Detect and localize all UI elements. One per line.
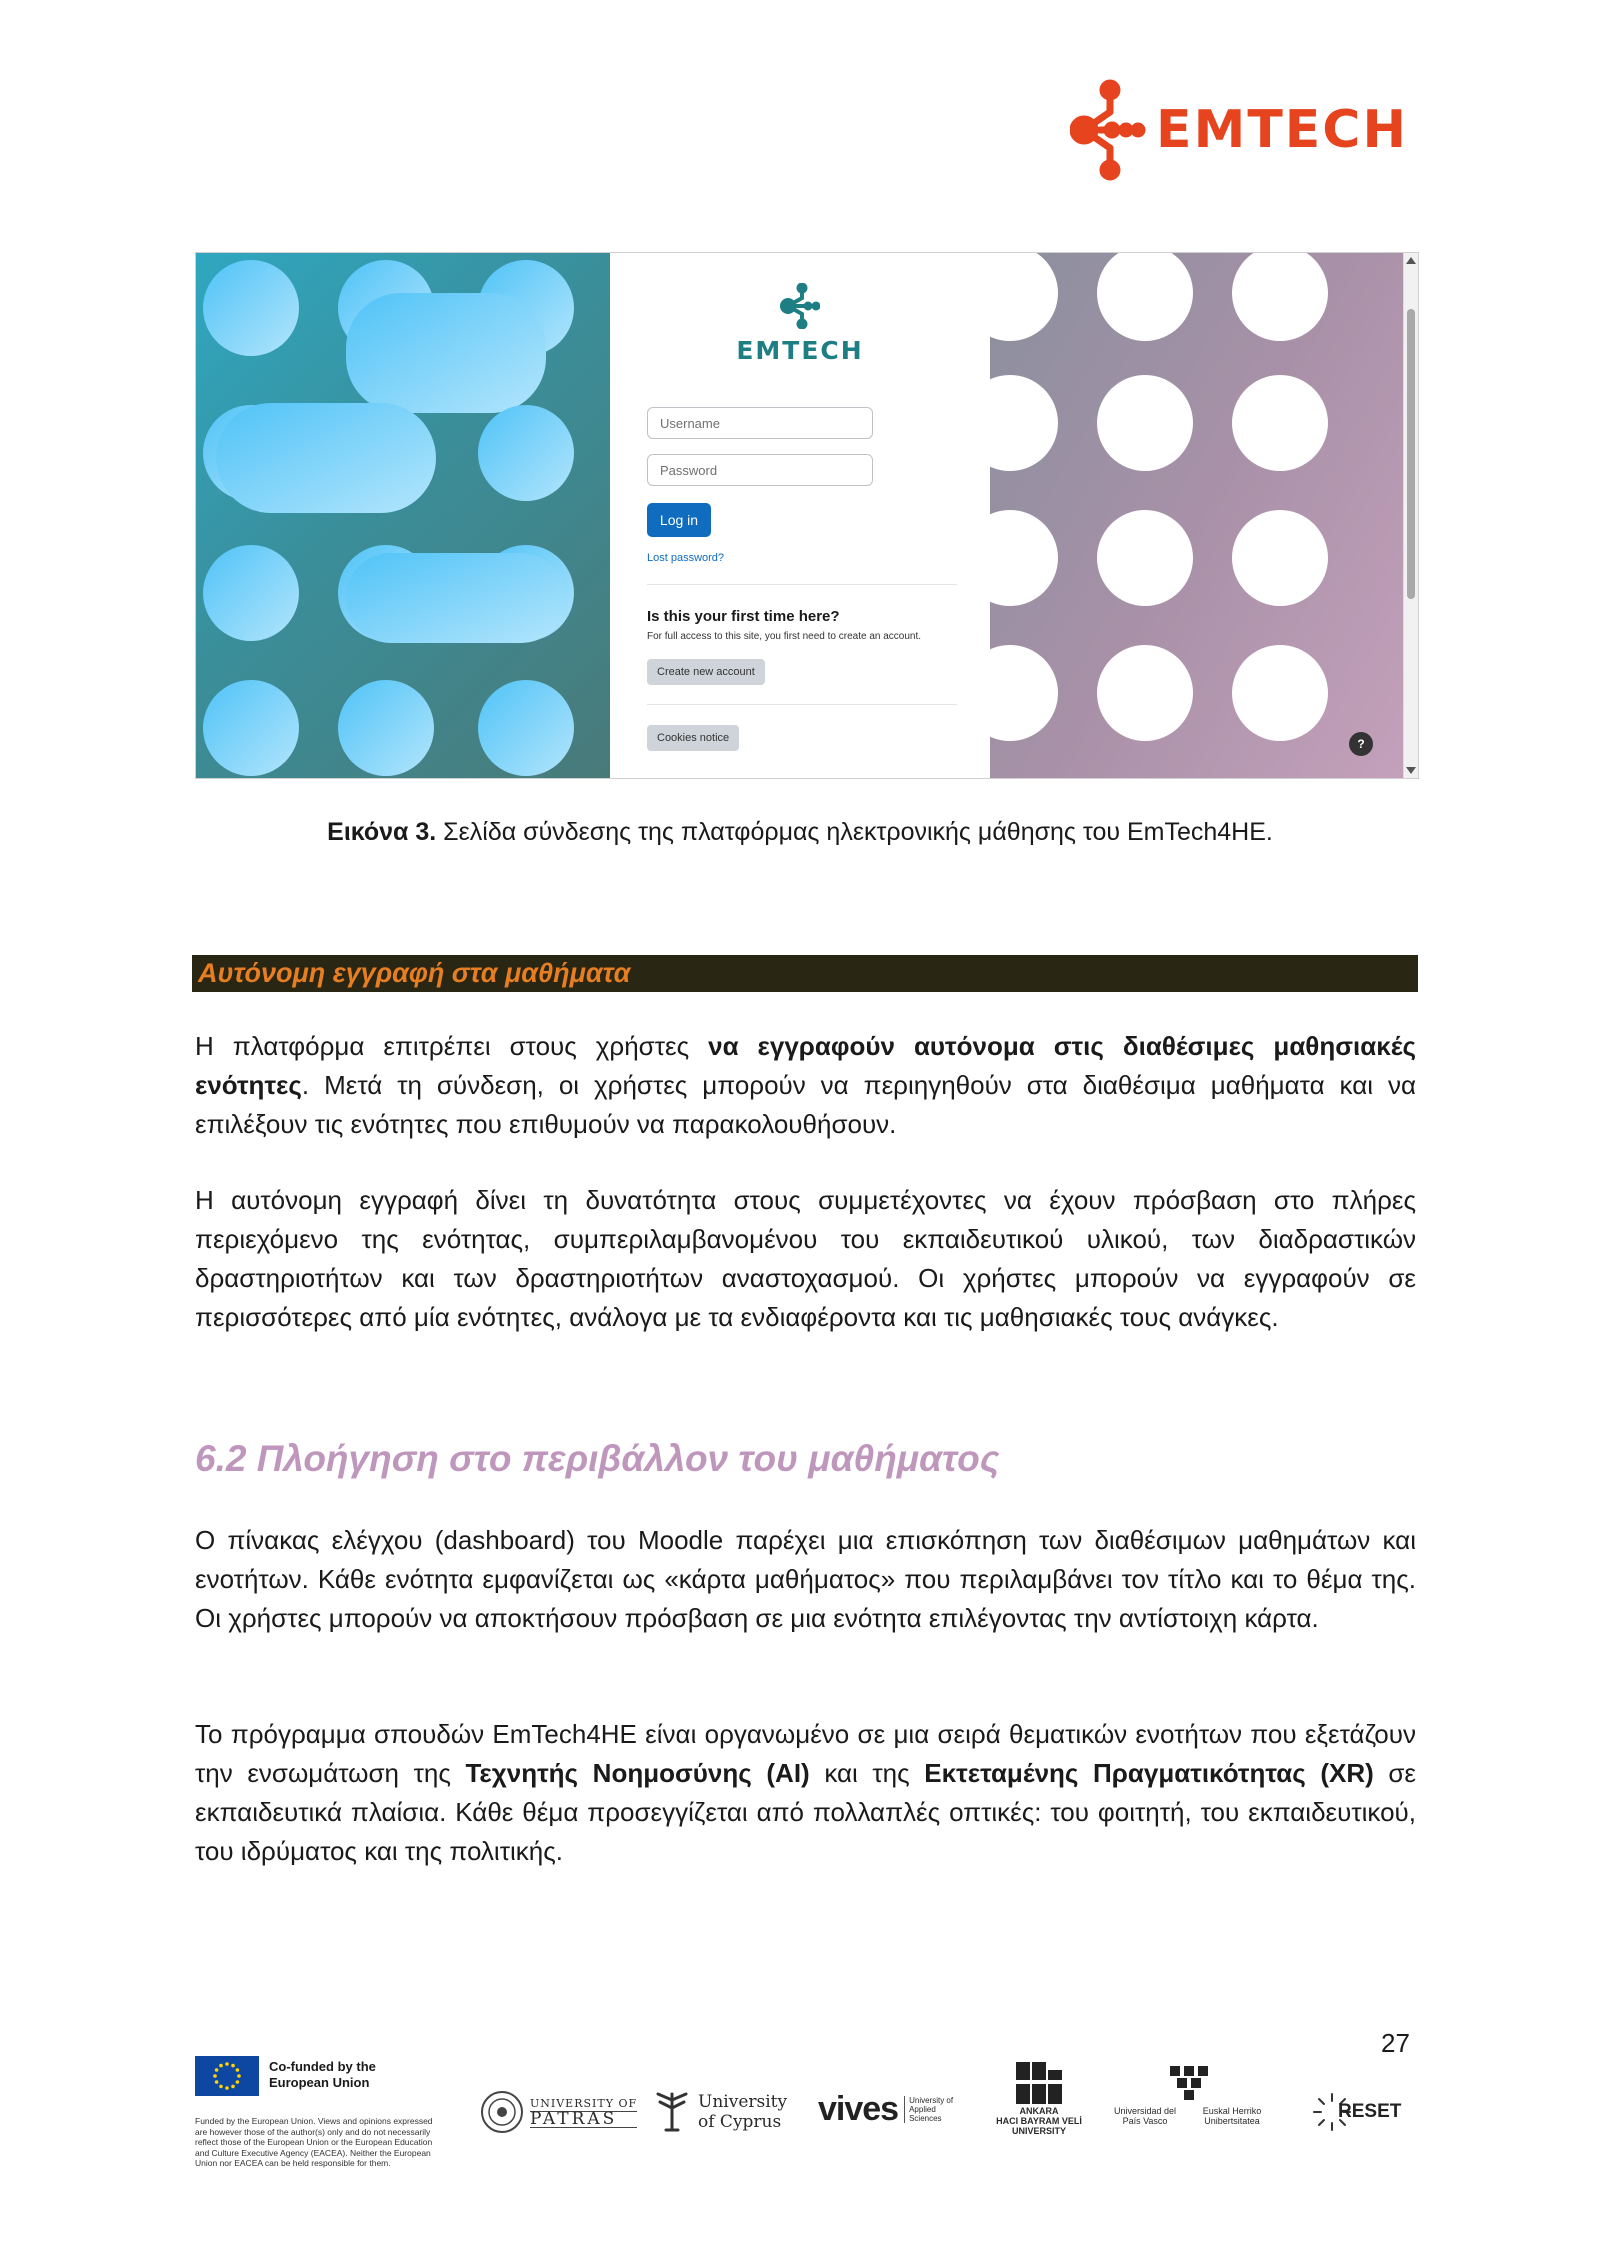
ehu-emblem-icon [1166, 2062, 1216, 2102]
username-input[interactable]: Username [647, 407, 873, 439]
panel-logo [610, 283, 990, 365]
cofunded-label: Co-funded by the European Union [269, 2059, 376, 2090]
patras-line-1: UNIVERSITY OF [530, 2097, 638, 2110]
vives-logo [818, 2090, 959, 2129]
paragraph-2: Η αυτόνομη εγγραφή δίνει τη δυνατότητα στους συμμετέχοντες να έχουν πρόσβαση στο πλήρες περιεχόμενο της ενότητας, συμπεριλαμβανομένου του εκπαιδευτικού υλικού, των διαδραστικών δραστηριοτήτων και των δραστηριοτήτων αναστοχασμού. Οι χρήστες μπορούν να εγγραφούν σε περισσότερες από μία ενότητες, ανάλογα με τα ενδιαφέροντα και τις μαθησιακές τους ανάγκες. [195, 1185, 1416, 1332]
hbv-logo [984, 2060, 1094, 2136]
emtech-molecule-icon [780, 283, 820, 329]
cyprus-logo [652, 2090, 787, 2134]
para4-bold-2: Εκτεταμένης Πραγματικότητας (XR) [924, 1758, 1374, 1788]
section-bar [192, 955, 1418, 992]
panel-brand-text: EMTECH [736, 336, 864, 365]
vives-subtitle: University of Applied Sciences [904, 2096, 959, 2123]
caption-text: Σελίδα σύνδεσης της πλατφόρμας ηλεκτρονικής μάθησης του EmTech4HE. [436, 818, 1273, 846]
eu-disclaimer: Funded by the European Union. Views and opinions expressed are however those of the author(s) only and do not necessarily reflect those of the European Union or the European Education and Culture Executive Agency (EACEA). Neither the European Union nor EACEA can be held responsible for them. [195, 2116, 433, 2168]
paragraph-4 [195, 1715, 1416, 1871]
paragraph-1 [195, 1027, 1416, 1144]
right-decorative-pattern [990, 253, 1404, 778]
cyprus-emblem-icon [652, 2090, 692, 2134]
lost-password-link[interactable]: Lost password? [647, 552, 725, 564]
left-decorative-pattern [196, 253, 610, 778]
ehu-logo [1110, 2062, 1272, 2126]
divider [647, 704, 957, 705]
cyprus-line-1: University [698, 2092, 788, 2112]
para4-text-3: σε εκπαιδευτικά πλαίσια. Κάθε θέμα προσεγγίζεται από πολλαπλές οπτικές: του φοιτητή, του εκπαιδευτικού, του ιδρύματος και της πολιτικής. [195, 1758, 1417, 1866]
para1-bold-1: να εγγραφούν αυτόνομα στις διαθέσιμες μαθησιακές ενότητες [195, 1031, 1416, 1100]
hbv-line-2: HACI BAYRAM VELİ [996, 2116, 1082, 2126]
caption-label: Εικόνα 3. [327, 818, 437, 846]
hbv-line-1: ANKARA [1019, 2106, 1059, 2116]
vives-wordmark: vives [818, 2090, 899, 2128]
para4-bold-1: Τεχνητής Νοημοσύνης (AI) [465, 1758, 810, 1788]
scroll-down-icon[interactable] [1406, 767, 1416, 774]
cookies-notice-button[interactable]: Cookies notice [647, 725, 739, 751]
emtech-logo [1070, 78, 1408, 182]
emtech-molecule-icon [1070, 78, 1146, 182]
para4-text-1: Το πρόγραμμα σπουδών EmTech4HE είναι οργανωμένο σε μια σειρά θεματικών ενοτήτων που εξετάζουν την ενσωμάτωση της [195, 1719, 1416, 1788]
create-account-button[interactable]: Create new account [647, 659, 765, 685]
login-screenshot [195, 252, 1419, 779]
scrollbar[interactable] [1403, 253, 1418, 778]
page-number: 27 [1381, 2028, 1410, 2058]
reset-wordmark: RESET [1338, 2101, 1402, 2122]
ehu-line-2: Euskal Herriko Unibertsitatea [1202, 2106, 1262, 2126]
help-icon[interactable]: ? [1349, 732, 1373, 756]
reset-logo [1312, 2092, 1401, 2132]
section-heading: 6.2 Πλοήγηση στο περιβάλλον του μαθήματος [195, 1438, 1000, 1479]
password-input[interactable]: Password [647, 454, 873, 486]
patras-line-2: PATRAS [530, 2111, 637, 2128]
cyprus-line-2: of Cyprus [698, 2112, 782, 2132]
ehu-line-1: Universidad del País Vasco [1113, 2106, 1177, 2126]
scroll-up-icon[interactable] [1406, 257, 1416, 264]
divider [647, 584, 957, 585]
para1-text-2: . Μετά τη σύνδεση, οι χρήστες μπορούν να περιηγηθούν στα διαθέσιμα μαθήματα και να επιλέξουν τις ενότητες που επιθυμούν να παρακολουθήσουν. [195, 1070, 1416, 1139]
footer [0, 2050, 1600, 2250]
para4-text-2: και της [809, 1758, 925, 1788]
hbv-line-3: UNIVERSITY [1011, 2126, 1066, 2136]
first-time-text: For full access to this site, you first need to create an account. [647, 631, 922, 642]
eu-flag-icon [195, 2056, 259, 2096]
para1-text-1: Η πλατφόρμα επιτρέπει στους χρήστες [195, 1031, 709, 1061]
figure-caption [0, 818, 1600, 847]
brand-wordmark: EMTECH [1156, 100, 1408, 160]
login-button[interactable]: Log in [647, 503, 711, 537]
scrollbar-thumb[interactable] [1407, 309, 1415, 599]
first-time-heading: Is this your first time here? [647, 608, 840, 625]
paragraph-3: Ο πίνακας ελέγχου (dashboard) του Moodle παρέχει μια επισκόπηση των διαθέσιμων μαθημάτων και ενοτήτων. Κάθε ενότητα εμφανίζεται ως «κάρτα μαθήματος» που περιλαμβάνει τον τίτλο και το θέμα της. Οι χρήστες μπορούν να αποκτήσουν πρόσβαση σε μια ενότητα επιλέγοντας την αντίστοιχη κάρτα. [195, 1525, 1416, 1633]
patras-seal-icon [480, 2090, 524, 2134]
patras-logo [480, 2090, 637, 2134]
section-bar-title: Αυτόνομη εγγραφή στα μαθήματα [198, 958, 631, 988]
hbv-emblem-icon [1014, 2060, 1064, 2106]
login-panel [610, 253, 990, 778]
